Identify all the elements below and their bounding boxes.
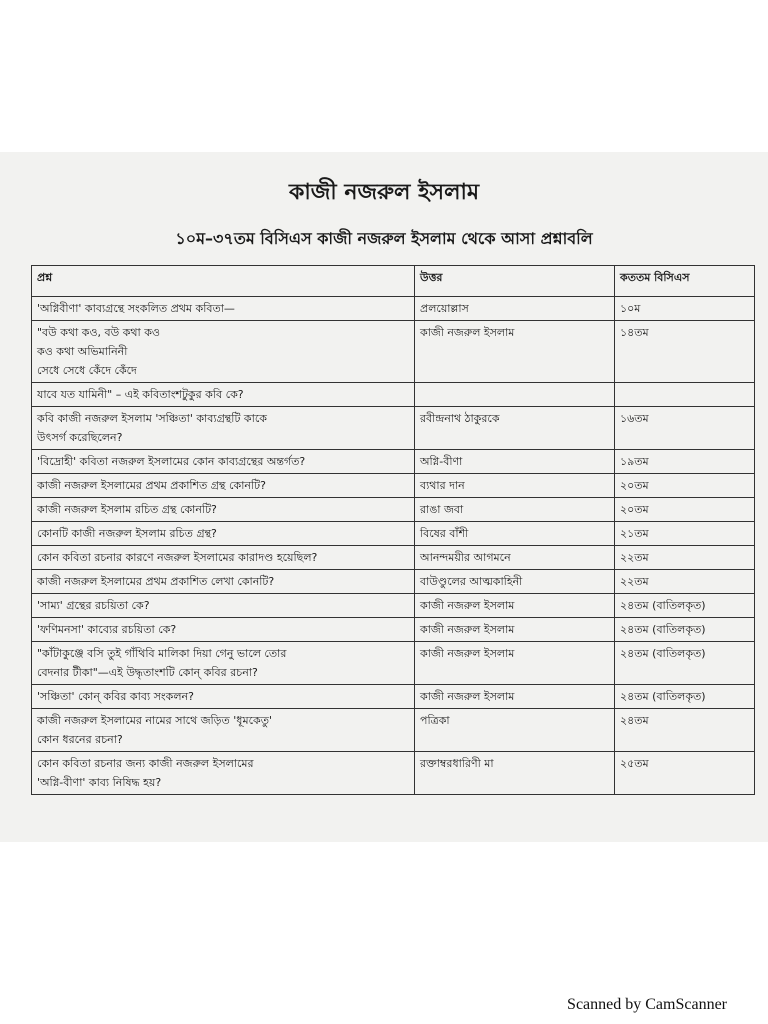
header-answer: উত্তর bbox=[415, 266, 615, 297]
cell-bcs: ২৪তম (বাতিলকৃত) bbox=[615, 618, 755, 642]
cell-answer: রক্তাম্বরধারিণী মা bbox=[415, 752, 615, 795]
cell-question: কোন কবিতা রচনার কারণে নজরুল ইসলামের কারাদণ্ড হয়েছিল? bbox=[32, 546, 415, 570]
cell-question: কোন কবিতা রচনার জন্য কাজী নজরুল ইসলামের 'অগ্নি-বীণা' কাব্য নিষিদ্ধ হয়? bbox=[32, 752, 415, 795]
table-row bbox=[32, 407, 755, 450]
cell-question: "কাঁটাকুঞ্জে বসি তুই গাঁথিবি মালিকা দিয়া গেনু ভালে তোর বেদনার টীকা"—এই উদ্ধৃতাংশটি কোন্ কবির রচনা? bbox=[32, 642, 415, 685]
table-row bbox=[32, 618, 755, 642]
cell-bcs: ২৪তম bbox=[615, 709, 755, 752]
cell-bcs: ১৪তম bbox=[615, 321, 755, 383]
cell-question: কাজী নজরুল ইসলামের নামের সাথে জড়িত 'ধূমকেতু' কোন ধরনের রচনা? bbox=[32, 709, 415, 752]
cell-question: 'সঞ্চিতা' কোন্ কবির কাব্য সংকলন? bbox=[32, 685, 415, 709]
table-row bbox=[32, 709, 755, 752]
cell-answer: প্রলয়োল্লাস bbox=[415, 297, 615, 321]
table-row bbox=[32, 474, 755, 498]
cell-bcs bbox=[615, 383, 755, 407]
cell-question: 'সাম্য' গ্রন্থের রচয়িতা কে? bbox=[32, 594, 415, 618]
table-row bbox=[32, 522, 755, 546]
table-header-row bbox=[32, 266, 755, 297]
cell-answer: রাঙা জবা bbox=[415, 498, 615, 522]
question-answer-table bbox=[31, 265, 755, 795]
cell-answer: অগ্নি-বীণা bbox=[415, 450, 615, 474]
cell-bcs: ১৬তম bbox=[615, 407, 755, 450]
table-row bbox=[32, 450, 755, 474]
cell-bcs: ১৯তম bbox=[615, 450, 755, 474]
page-title: কাজী নজরুল ইসলাম bbox=[288, 180, 480, 205]
table-row bbox=[32, 642, 755, 685]
table-row bbox=[32, 594, 755, 618]
cell-bcs: ২৪তম (বাতিলকৃত) bbox=[615, 642, 755, 685]
page-subtitle: ১০ম–৩৭তম বিসিএস কাজী নজরুল ইসলাম থেকে আসা প্রশ্নাবলি bbox=[175, 229, 593, 248]
cell-question: 'বিদ্রোহী' কবিতা নজরুল ইসলামের কোন কাব্যগ্রন্থের অন্তর্গত? bbox=[32, 450, 415, 474]
cell-answer: পত্রিকা bbox=[415, 709, 615, 752]
header-bcs: কততম বিসিএস bbox=[615, 266, 755, 297]
cell-question: যাবে যত যামিনী" – এই কবিতাংশটুকুর কবি কে? bbox=[32, 383, 415, 407]
cell-answer: কাজী নজরুল ইসলাম bbox=[415, 642, 615, 685]
cell-bcs: ২৫তম bbox=[615, 752, 755, 795]
cell-answer: রবীন্দ্রনাথ ঠাকুরকে bbox=[415, 407, 615, 450]
cell-answer: কাজী নজরুল ইসলাম bbox=[415, 685, 615, 709]
cell-bcs: ২০তম bbox=[615, 474, 755, 498]
cell-bcs: ২৪তম (বাতিলকৃত) bbox=[615, 685, 755, 709]
table-row bbox=[32, 752, 755, 795]
table-row bbox=[32, 297, 755, 321]
cell-answer: কাজী নজরুল ইসলাম bbox=[415, 321, 615, 383]
table-row bbox=[32, 383, 755, 407]
table-row bbox=[32, 570, 755, 594]
table-row bbox=[32, 498, 755, 522]
cell-question: কোনটি কাজী নজরুল ইসলাম রচিত গ্রন্থ? bbox=[32, 522, 415, 546]
cell-question: কবি কাজী নজরুল ইসলাম 'সঞ্চিতা' কাব্যগ্রন্থটি কাকে উৎসর্গ করেছিলেন? bbox=[32, 407, 415, 450]
cell-answer bbox=[415, 383, 615, 407]
table-row bbox=[32, 685, 755, 709]
cell-answer: ব্যথার দান bbox=[415, 474, 615, 498]
scanner-watermark: Scanned by CamScanner bbox=[567, 996, 727, 1013]
cell-question: 'ফণিমনসা' কাব্যের রচয়িতা কে? bbox=[32, 618, 415, 642]
cell-question: কাজী নজরুল ইসলামের প্রথম প্রকাশিত গ্রন্থ কোনটি? bbox=[32, 474, 415, 498]
cell-answer: কাজী নজরুল ইসলাম bbox=[415, 594, 615, 618]
cell-question: কাজী নজরুল ইসলাম রচিত গ্রন্থ কোনটি? bbox=[32, 498, 415, 522]
cell-bcs: ২২তম bbox=[615, 546, 755, 570]
cell-bcs: ২১তম bbox=[615, 522, 755, 546]
cell-question: "বউ কথা কও, বউ কথা কও কও কথা অভিমানিনী সেধে সেধে কেঁদে কেঁদে bbox=[32, 321, 415, 383]
cell-bcs: ২২তম bbox=[615, 570, 755, 594]
cell-question: কাজী নজরুল ইসলামের প্রথম প্রকাশিত লেখা কোনটি? bbox=[32, 570, 415, 594]
cell-answer: আনন্দময়ীর আগমনে bbox=[415, 546, 615, 570]
table-row bbox=[32, 546, 755, 570]
header-question: প্রশ্ন bbox=[32, 266, 415, 297]
cell-answer: কাজী নজরুল ইসলাম bbox=[415, 618, 615, 642]
cell-bcs: ২০তম bbox=[615, 498, 755, 522]
cell-bcs: ১০ম bbox=[615, 297, 755, 321]
cell-bcs: ২৪তম (বাতিলকৃত) bbox=[615, 594, 755, 618]
cell-question: 'অগ্নিবীণা' কাব্যগ্রন্থে সংকলিত প্রথম কবিতা— bbox=[32, 297, 415, 321]
cell-answer: বিষের বাঁশী bbox=[415, 522, 615, 546]
table-row bbox=[32, 321, 755, 383]
cell-answer: বাউণ্ডুলের আত্মকাহিনী bbox=[415, 570, 615, 594]
